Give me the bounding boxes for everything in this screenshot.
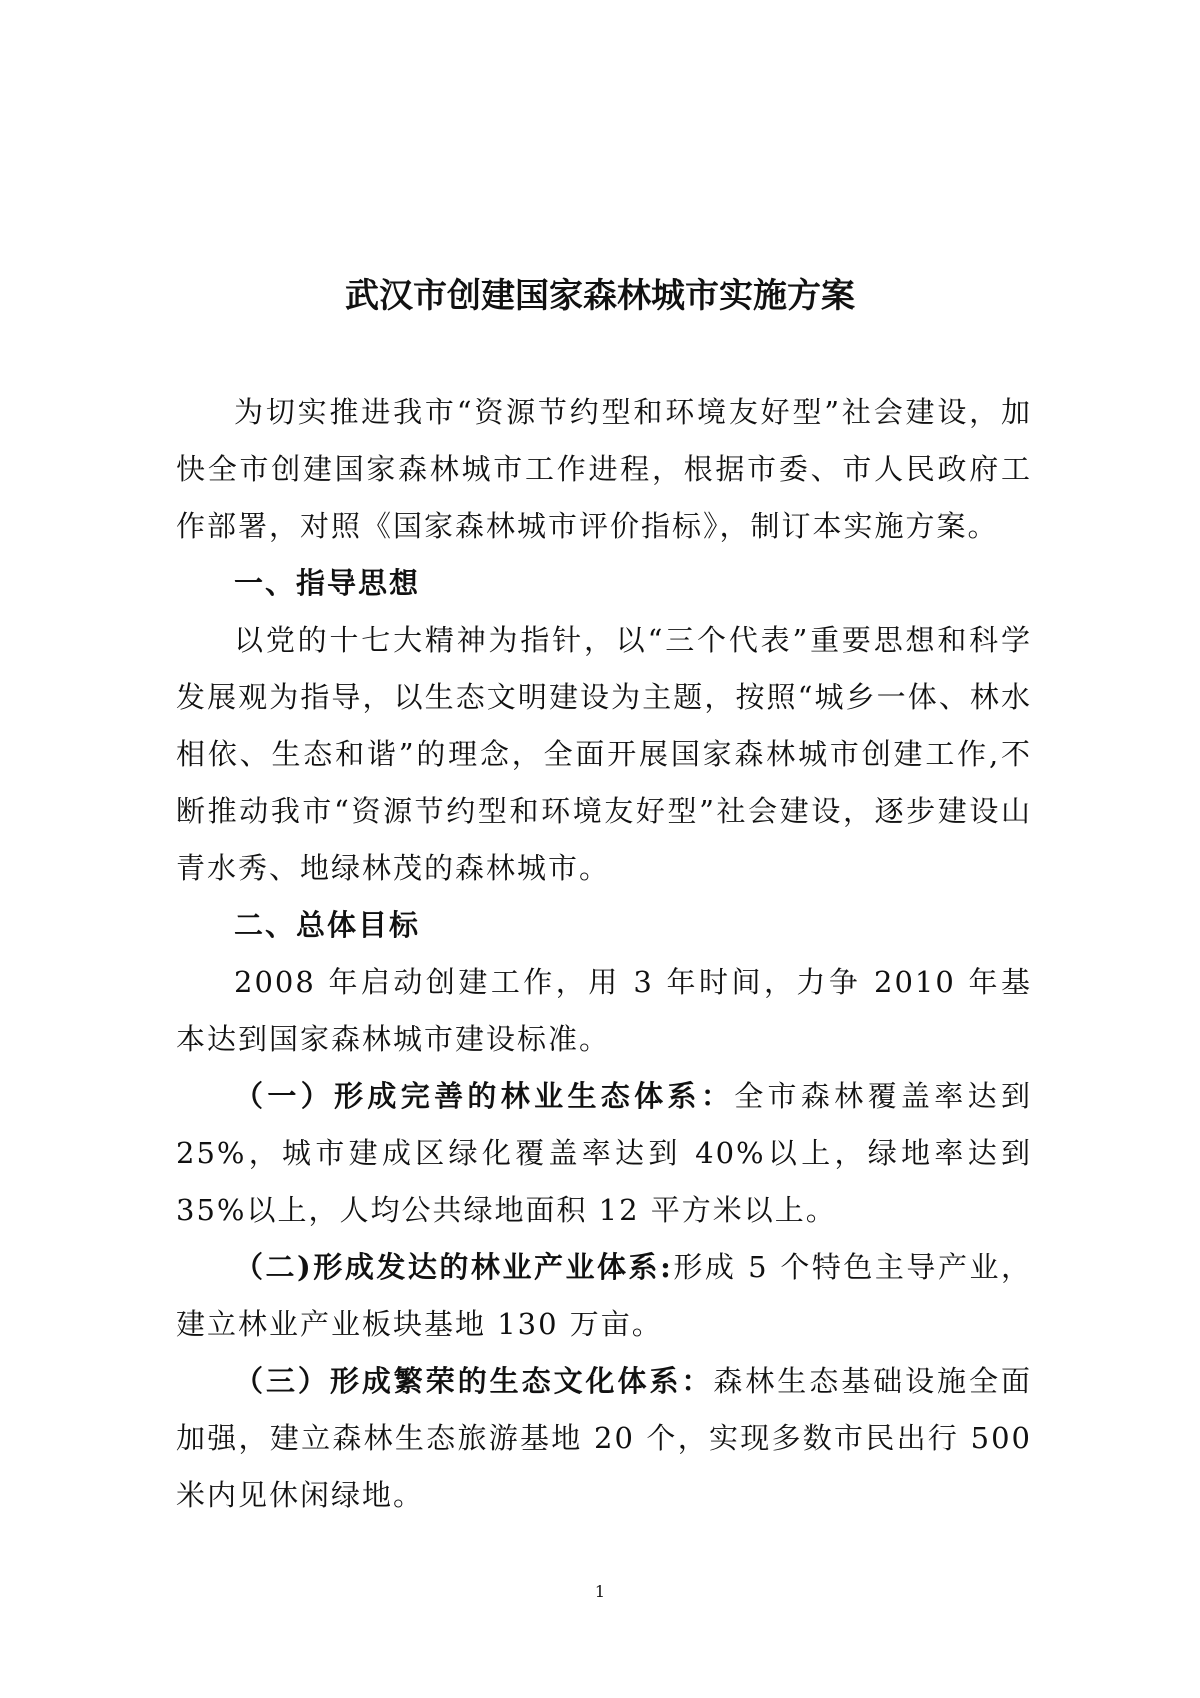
goal-item-lead: （三）形成繁荣的生态文化体系： xyxy=(234,1364,714,1398)
goal-item-text: 全市森林覆盖率达到 25%，城市建成区绿化覆盖率达到 40%以上，绿地率达到 35%以上，人均公共绿地面积 12 平方米以上。 xyxy=(176,1079,1032,1227)
section-heading-overall-goals: 二、总体目标 xyxy=(234,908,421,942)
goal-item-lead: （二)形成发达的林业产业体系: xyxy=(234,1250,673,1284)
document-title: 武汉市创建国家森林城市实施方案 xyxy=(345,276,855,316)
goal-item-industry-system xyxy=(176,1239,1032,1353)
goal-item-ecology-system xyxy=(176,1068,1032,1239)
guiding-ideology-paragraph: 以党的十七大精神为指针，以“三个代表”重要思想和科学发展观为指导，以生态文明建设为主题，按照“城乡一体、林水相依、生态和谐”的理念，全面开展国家森林城市创建工作,不断推动我市“资源节约型和环境友好型”社会建设，逐步建设山青水秀、地绿林茂的森林城市。 xyxy=(176,623,1032,885)
intro-paragraph: 为切实推进我市“资源节约型和环境友好型”社会建设，加快全市创建国家森林城市工作进程，根据市委、市人民政府工作部署，对照《国家森林城市评价指标》，制订本实施方案。 xyxy=(176,395,1032,543)
goal-item-text: 森林生态基础设施全面加强，建立森林生态旅游基地 20 个，实现多数市民出行 500 米内见休闲绿地。 xyxy=(176,1364,1032,1512)
overall-goals-paragraph: 2008 年启动创建工作，用 3 年时间，力争 2010 年基本达到国家森林城市建设标准。 xyxy=(176,965,1032,1056)
document-body xyxy=(176,384,1032,1524)
goal-item-lead: （一）形成完善的林业生态体系： xyxy=(234,1079,735,1113)
goal-item-text: 形成 5 个特色主导产业，建立林业产业板块基地 130 万亩。 xyxy=(176,1250,1032,1341)
section-heading-guiding-ideology: 一、指导思想 xyxy=(234,566,421,600)
goal-item-culture-system xyxy=(176,1353,1032,1524)
page-number: 1 xyxy=(594,1582,606,1601)
